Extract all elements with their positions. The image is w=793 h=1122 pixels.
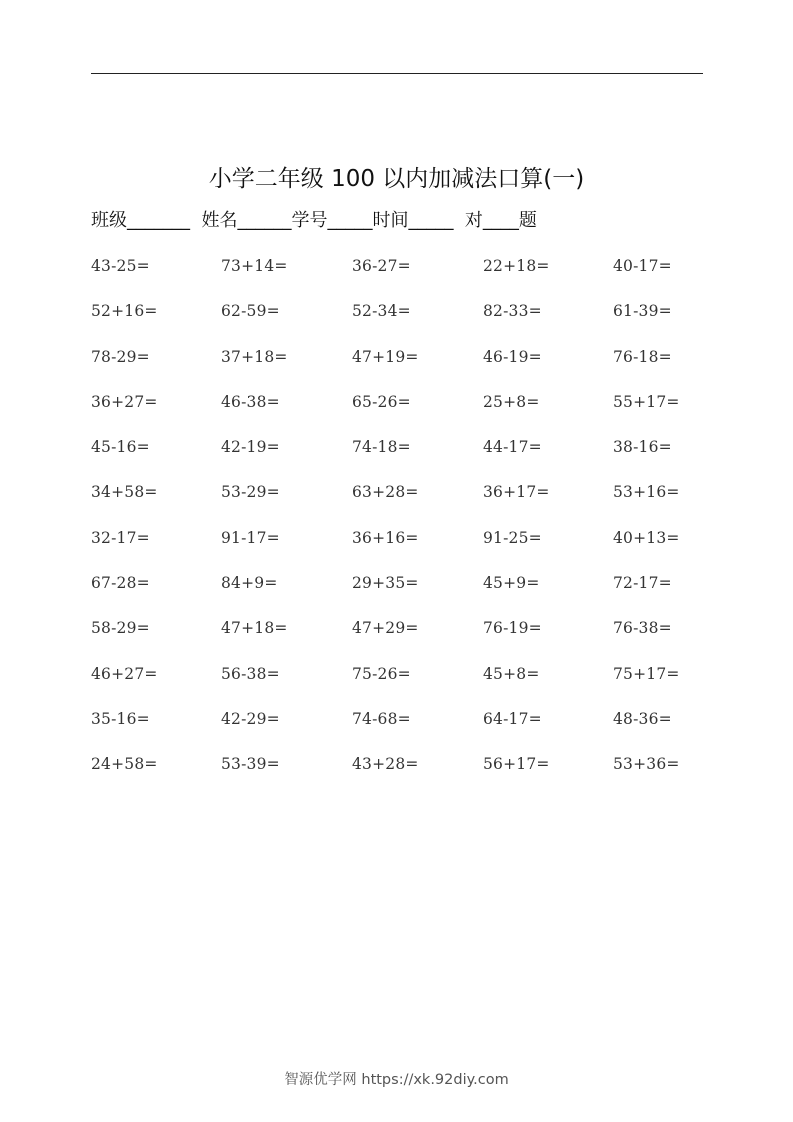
arithmetic-problem: 84+9= [221,574,278,593]
arithmetic-problem: 32-17= [91,528,150,547]
problem-row [91,435,731,480]
worksheet-title: 小学二年级 100 以内加减法口算(一) [208,166,585,192]
arithmetic-problem: 38-16= [613,438,672,457]
problem-row [91,571,731,616]
arithmetic-problem: 65-26= [352,392,411,411]
arithmetic-problem: 62-59= [221,302,280,321]
arithmetic-problem: 91-25= [483,528,542,547]
problem-grid [91,254,731,798]
problem-row [91,345,731,390]
arithmetic-problem: 44-17= [483,438,542,457]
arithmetic-problem: 58-29= [91,619,150,638]
arithmetic-problem: 36+27= [91,392,158,411]
arithmetic-problem: 45+9= [483,574,540,593]
arithmetic-problem: 48-36= [613,709,672,728]
arithmetic-problem: 42-19= [221,438,280,457]
problem-row [91,254,731,299]
problem-row [91,480,731,525]
arithmetic-problem: 52-34= [352,302,411,321]
arithmetic-problem: 22+18= [483,257,550,275]
arithmetic-problem: 75-26= [352,664,411,683]
arithmetic-problem: 25+8= [483,392,540,411]
arithmetic-problem: 47+29= [352,619,419,638]
arithmetic-problem: 67-28= [91,574,150,593]
arithmetic-problem: 82-33= [483,302,542,321]
header-rule [91,73,703,74]
footer-watermark: 智源优学网 https://xk.92diy.com [284,1072,509,1088]
arithmetic-problem: 53-29= [221,483,280,502]
arithmetic-problem: 74-18= [352,438,411,457]
arithmetic-problem: 46-38= [221,392,280,411]
arithmetic-problem: 74-68= [352,709,411,728]
arithmetic-problem: 72-17= [613,574,672,593]
arithmetic-problem: 45-16= [91,438,150,457]
arithmetic-problem: 73+14= [221,257,288,275]
problem-row [91,299,731,344]
arithmetic-problem: 46+27= [91,664,158,683]
problem-row [91,752,731,797]
arithmetic-problem: 43+28= [352,755,419,774]
arithmetic-problem: 42-29= [221,709,280,728]
arithmetic-problem: 36-27= [352,257,411,275]
arithmetic-problem: 36+16= [352,528,419,547]
arithmetic-problem: 55+17= [613,392,680,411]
arithmetic-problem: 53+16= [613,483,680,502]
arithmetic-problem: 24+58= [91,755,158,774]
arithmetic-problem: 63+28= [352,483,419,502]
arithmetic-problem: 46-19= [483,347,542,366]
arithmetic-problem: 40-17= [613,257,672,275]
student-info-line: 班级_______ 姓名______学号_____时间_____ 对____题 [91,210,537,231]
arithmetic-problem: 29+35= [352,574,419,593]
arithmetic-problem: 36+17= [483,483,550,502]
problem-row [91,390,731,435]
arithmetic-problem: 56-38= [221,664,280,683]
arithmetic-problem: 76-19= [483,619,542,638]
arithmetic-problem: 45+8= [483,664,540,683]
arithmetic-problem: 78-29= [91,347,150,366]
arithmetic-problem: 43-25= [91,257,150,275]
arithmetic-problem: 52+16= [91,302,158,321]
problem-row [91,526,731,571]
arithmetic-problem: 91-17= [221,528,280,547]
arithmetic-problem: 76-18= [613,347,672,366]
problem-row [91,707,731,752]
arithmetic-problem: 34+58= [91,483,158,502]
arithmetic-problem: 56+17= [483,755,550,774]
arithmetic-problem: 53+36= [613,755,680,774]
arithmetic-problem: 37+18= [221,347,288,366]
arithmetic-problem: 64-17= [483,709,542,728]
arithmetic-problem: 61-39= [613,302,672,321]
arithmetic-problem: 47+19= [352,347,419,366]
arithmetic-problem: 40+13= [613,528,680,547]
problem-row [91,616,731,661]
arithmetic-problem: 35-16= [91,709,150,728]
arithmetic-problem: 76-38= [613,619,672,638]
arithmetic-problem: 53-39= [221,755,280,774]
problem-row [91,662,731,707]
arithmetic-problem: 47+18= [221,619,288,638]
arithmetic-problem: 75+17= [613,664,680,683]
